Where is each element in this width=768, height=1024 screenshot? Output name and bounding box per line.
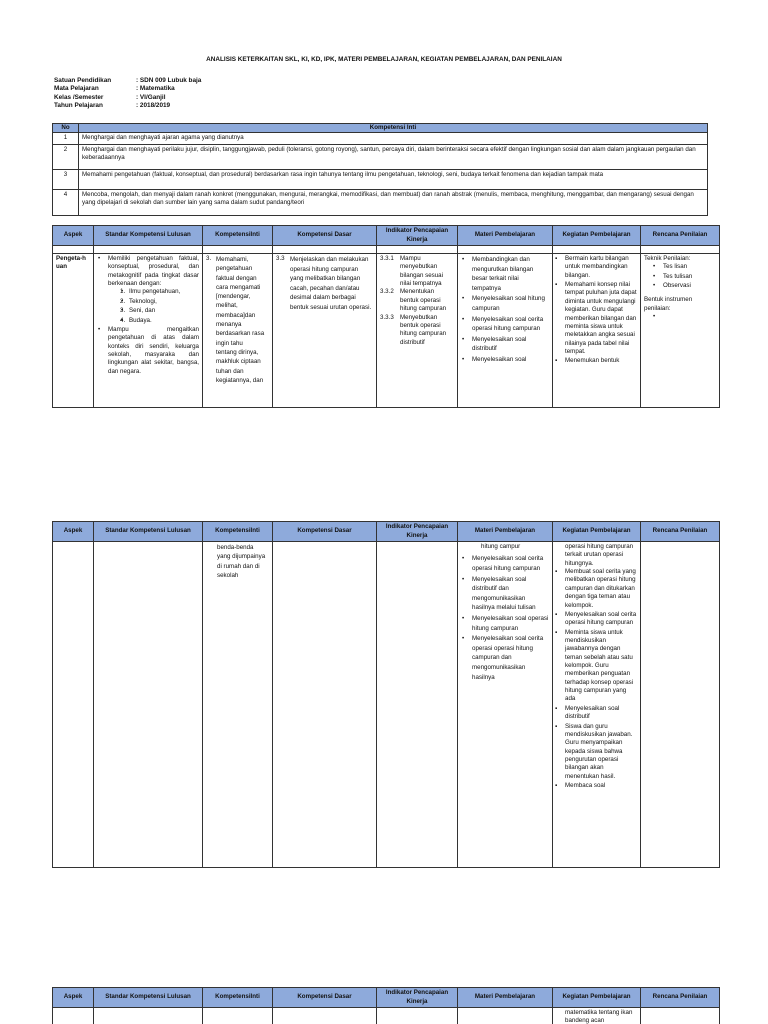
skl-subitem bbox=[120, 307, 199, 315]
analysis-table-1 bbox=[52, 225, 720, 408]
header-aspek: Aspek bbox=[53, 226, 94, 246]
ki-block bbox=[206, 255, 269, 385]
skl-subitem-text: Seni, dan bbox=[129, 307, 156, 315]
ki-header-no: No bbox=[53, 124, 79, 133]
meta-row bbox=[54, 102, 201, 110]
kd-code: 3.3 bbox=[276, 255, 285, 262]
kegiatan-item: ▪ Membaca soal bbox=[554, 782, 637, 790]
kegiatan-cell bbox=[553, 254, 641, 408]
header-kompetensi-dasar: Kompetensi Dasar bbox=[273, 522, 377, 542]
ki-lines bbox=[216, 255, 264, 385]
meta-row bbox=[54, 94, 201, 102]
header-kompetensi-inti: KompetensiInti bbox=[203, 226, 273, 246]
materi-item: • Menyelesaikan soal cerita operasi hitung campuran bbox=[461, 315, 549, 334]
ki-lines bbox=[217, 543, 269, 580]
materi-continued: hitung campur bbox=[481, 543, 521, 550]
ki-line: sekolah bbox=[217, 571, 239, 579]
header-penilaian: Rencana Penilaian bbox=[641, 988, 720, 1008]
header-indikator: Indikator Pencapaian Kinerja bbox=[377, 988, 458, 1008]
header-aspek: Aspek bbox=[53, 522, 94, 542]
skl-subitem-text: Ilmu pengetahuan, bbox=[129, 288, 181, 296]
kegiatan-list bbox=[554, 568, 637, 790]
ipk-code: 3.3.1 bbox=[380, 255, 394, 262]
kegiatan-cell bbox=[553, 542, 641, 868]
skl-subitem-text: Teknologi, bbox=[129, 297, 157, 305]
meta-row bbox=[54, 77, 201, 85]
skl-item bbox=[97, 255, 199, 325]
ipk-code: 3.3.2 bbox=[380, 288, 394, 296]
kegiatan-item: ▪ Meminta siswa untuk mendiskusikan jawabannya dengan teman sebelah atau satu kelompok. Guru memberikan penguatan terhadap konsep operasi hitung campuran yang ada bbox=[554, 629, 637, 704]
materi-item: • Menyelesaikan soal operasi hitung campuran bbox=[461, 614, 549, 633]
aspek-text: Pengeta-huan bbox=[56, 255, 86, 271]
ki-number: 3. bbox=[206, 255, 212, 262]
header-kompetensi-inti: KompetensiInti bbox=[203, 988, 273, 1008]
ipk-cell bbox=[377, 254, 458, 408]
document-title: ANALISIS KETERKAITAN SKL, KI, KD, IPK, MATERI PEMBELAJARAN, KEGIATAN PEMBELAJARAN, DAN PENILAIAN bbox=[206, 56, 562, 63]
skl-list bbox=[97, 255, 199, 376]
skl-subitem bbox=[120, 288, 199, 296]
skl-subitem-number: • 3. bbox=[120, 307, 126, 315]
ki-line: cara mengamati bbox=[216, 283, 261, 291]
ki-line: tuhan dan bbox=[216, 367, 244, 375]
materi-cell bbox=[458, 542, 553, 868]
ki-row-text: Menghargai dan menghayati ajaran agama yang dianutnya bbox=[79, 133, 708, 144]
meta-value: : Matematika bbox=[136, 85, 175, 93]
kegiatan-item: ▪ Memahami konsep nilai tempat puluhan juta dapat diminta untuk mengulangi kegiatan. Guru dapat memberikan bilangan dan meminta siswa untuk meletakkan angka sesuai nilainya pada tabel nilai tempat. bbox=[554, 281, 637, 356]
materi-item: • Menyelesaikan soal distributif dan mengomunikasikan hasilnya melalui tulisan bbox=[461, 575, 549, 613]
skl-intro: Memiliki pengetahuan faktual, konseptual, prosedural, dan metakognitif pada tingkat dasar berkenaan dengan: bbox=[108, 255, 199, 288]
kegiatan-item: ▪ Menemukan bentuk bbox=[554, 357, 637, 365]
header-materi: Materi Pembelajaran bbox=[458, 988, 553, 1008]
header-skl: Standar Kompetensi Lulusan bbox=[94, 226, 203, 246]
ki-row-text: Memahami pengetahuan (faktual, konseptual, dan prosedural) berdasarkan rasa ingin tahunya tentang ilmu pengetahuan, teknologi, seni, budaya terkait fenomena dan kejadian tampak mata bbox=[79, 169, 708, 189]
ki-row-number: 1 bbox=[53, 133, 79, 144]
meta-value: : 2018/2019 bbox=[136, 102, 171, 110]
header-kegiatan: Kegiatan Pembelajaran bbox=[553, 226, 641, 246]
ipk-item bbox=[380, 255, 454, 288]
header-penilaian: Rencana Penilaian bbox=[641, 226, 720, 246]
ipk-item bbox=[380, 288, 454, 313]
ki-cell bbox=[203, 542, 273, 868]
analysis-table-3 bbox=[52, 987, 720, 1024]
analysis-table-2 bbox=[52, 521, 720, 868]
materi-item: • Menyelesaikan soal cerita operasi hitung campuran bbox=[461, 554, 549, 573]
ki-line: kegiatannya, dan bbox=[216, 376, 264, 384]
meta-label: Kelas /Semester bbox=[54, 93, 104, 101]
kegiatan-item: ▪ Menyelesaikan soal cerita operasi hitung campuran bbox=[554, 611, 637, 628]
kompetensi-inti-table bbox=[52, 123, 708, 216]
ki-line: berdasarkan rasa bbox=[216, 330, 265, 338]
header-penilaian: Rencana Penilaian bbox=[641, 522, 720, 542]
header-aspek: Aspek bbox=[53, 988, 94, 1008]
ki-line: [mendengar, bbox=[216, 293, 251, 301]
ki-line: menanya bbox=[216, 321, 242, 329]
header-skl: Standar Kompetensi Lulusan bbox=[94, 522, 203, 542]
meta-value: : VI/Ganjil bbox=[136, 93, 166, 101]
identity-block bbox=[54, 77, 201, 111]
penilaian-item: • Tes tulisan bbox=[652, 273, 716, 281]
penilaian-list bbox=[644, 263, 716, 290]
ki-row-number: 3 bbox=[53, 169, 79, 189]
ki-line: Memahami, bbox=[216, 256, 249, 263]
kegiatan-item: ▪ Bermain kartu bilangan untuk membandingkan bilangan. bbox=[554, 255, 637, 280]
kd-text: Menjelaskan dan melakukan operasi hitung campuran yang melibatkan bilangan cacah, pecahan dan/atau desimal dalam berbagai bentuk sesuai urutan operasi. bbox=[290, 256, 372, 312]
materi-list bbox=[461, 554, 549, 682]
skl-cell bbox=[94, 254, 203, 408]
header-materi: Materi Pembelajaran bbox=[458, 522, 553, 542]
ipk-text: Menyebutkan bentuk operasi hitung campuran distributif bbox=[400, 313, 447, 346]
kegiatan-continued: matematika tentang ikan bandeng acan bbox=[565, 1009, 633, 1024]
header-skl: Standar Kompetensi Lulusan bbox=[94, 988, 203, 1008]
ki-line: tentang dirinya, bbox=[216, 348, 259, 356]
ipk-item bbox=[380, 314, 454, 347]
materi-list bbox=[461, 255, 549, 365]
penilaian-item: • Tes lisan bbox=[652, 263, 716, 271]
skl-subitem bbox=[120, 317, 199, 325]
aspek-cell bbox=[53, 254, 94, 408]
ki-row-number: 4 bbox=[53, 189, 79, 215]
penilaian-item: • Observasi bbox=[652, 282, 716, 290]
kegiatan-list bbox=[554, 255, 637, 366]
ki-row-text: Menghargai dan menghayati perilaku jujur, disiplin, tanggungjawab, peduli (toleransi, gotong royong), santun, percaya diri, dalam berinteraksi secara efektif dengan lingkungan sosial dan alam dalam jangkauan pergaulan dan keberadaannya bbox=[79, 144, 708, 169]
instrumen-list bbox=[644, 313, 716, 321]
header-kompetensi-inti: KompetensiInti bbox=[203, 522, 273, 542]
materi-item: • Menyelesaikan soal hitung campuran bbox=[461, 294, 549, 313]
skl-subitem-number: • 1. bbox=[120, 288, 126, 296]
penilaian-cell bbox=[641, 254, 720, 408]
ipk-text: Mampu menyebutkan bilangan sesuai nilai tempatnya bbox=[400, 255, 444, 288]
ki-line: makhluk ciptaan bbox=[216, 358, 261, 366]
kegiatan-cell bbox=[553, 1008, 641, 1024]
skl-subitem bbox=[120, 298, 199, 306]
materi-item: • Menyelesaikan soal cerita operasi operasi hitung campuran dan mengomunikasikan hasilnya bbox=[461, 634, 549, 682]
header-indikator: Indikator Pencapaian Kinerja bbox=[377, 226, 458, 246]
meta-label: Tahun Pelajaran bbox=[54, 102, 103, 110]
ki-row-text: Mencoba, mengolah, dan menyaji dalam ranah konkret (menggunakan, mengurai, merangkai, memodifikasi, dan membuat) dan ranah abstrak (menulis, membaca, menghitung, menggambar, dan mengarang) sesuai dengan yang dipelajari di sekolah dan sumber lain yang sama dalam sudut pandang/teori bbox=[79, 189, 708, 215]
header-kegiatan: Kegiatan Pembelajaran bbox=[553, 522, 641, 542]
materi-item: • Membandingkan dan mengurutkan bilangan besar terkait nilai tempatnya bbox=[461, 255, 549, 293]
instrumen-item bbox=[652, 313, 716, 321]
header-kegiatan: Kegiatan Pembelajaran bbox=[553, 988, 641, 1008]
ki-line: di rumah dan di bbox=[217, 562, 260, 570]
skl-subitem-number: • 4. bbox=[120, 316, 126, 324]
meta-label: Mata Pelajaran bbox=[54, 85, 99, 93]
kegiatan-item: ▪ Siswa dan guru mendiskusikan jawaban. Guru menyampaikan kepada siswa bahwa pengurutan operasi bilangan akan menentukan hasil. bbox=[554, 723, 637, 782]
kegiatan-item: ▪ Menyelesaikan soal distributif bbox=[554, 705, 637, 722]
header-indikator: Indikator Pencapaian Kinerja bbox=[377, 522, 458, 542]
ki-row-number: 2 bbox=[53, 144, 79, 169]
skl-subitem-number: • 2. bbox=[120, 297, 126, 305]
penilaian-instrumen: Bentuk instrumen penilaian: bbox=[644, 296, 693, 312]
kd-block bbox=[276, 255, 373, 313]
ki-line: ingin tahu bbox=[216, 339, 243, 347]
skl-sublist bbox=[108, 288, 199, 324]
meta-label: Satuan Pendidikan bbox=[54, 77, 112, 84]
header-kompetensi-dasar: Kompetensi Dasar bbox=[273, 226, 377, 246]
meta-row bbox=[54, 85, 201, 93]
kegiatan-item: ▪ Membuat soal cerita yang melibatkan operasi hitung campuran dan ditukarkan dengan tiga teman atau kelompok. bbox=[554, 568, 637, 610]
skl-item: • Mampu mengaitkan pengetahuan di atas dalam konteks diri sendiri, keluarga sekolah, masyaraka dan lingkungan alat sekitar, bangsa, dan negara. bbox=[97, 326, 199, 376]
ki-line: benda-benda bbox=[217, 544, 254, 551]
ki-header-title: Kompetensi Inti bbox=[79, 124, 708, 133]
ipk-text: Menentukan bentuk operasi hitung campuran bbox=[400, 288, 447, 313]
ki-line: melihat, bbox=[216, 302, 238, 310]
materi-item: • Menyelesaikan soal bbox=[461, 355, 549, 365]
ipk-code: 3.3.3 bbox=[380, 313, 394, 321]
ki-line: membaca]dan bbox=[216, 311, 256, 319]
materi-cell bbox=[458, 254, 553, 408]
ki-line: pengetahuan bbox=[216, 265, 253, 273]
penilaian-title: Teknik Penilaian: bbox=[644, 255, 691, 262]
ki-cell bbox=[203, 254, 273, 408]
meta-value: : SDN 009 Lubuk baja bbox=[136, 77, 202, 84]
kegiatan-continued: operasi hitung campuran terkait urutan operasi hitungnya. bbox=[565, 543, 634, 567]
materi-item: • Menyelesaikan soal distributif bbox=[461, 335, 549, 354]
kd-cell bbox=[273, 254, 377, 408]
ki-line: faktual dengan bbox=[216, 274, 257, 282]
header-kompetensi-dasar: Kompetensi Dasar bbox=[273, 988, 377, 1008]
header-materi: Materi Pembelajaran bbox=[458, 226, 553, 246]
ki-line: yang dijumpainya bbox=[217, 553, 266, 561]
skl-subitem-text: Budaya. bbox=[129, 316, 152, 324]
